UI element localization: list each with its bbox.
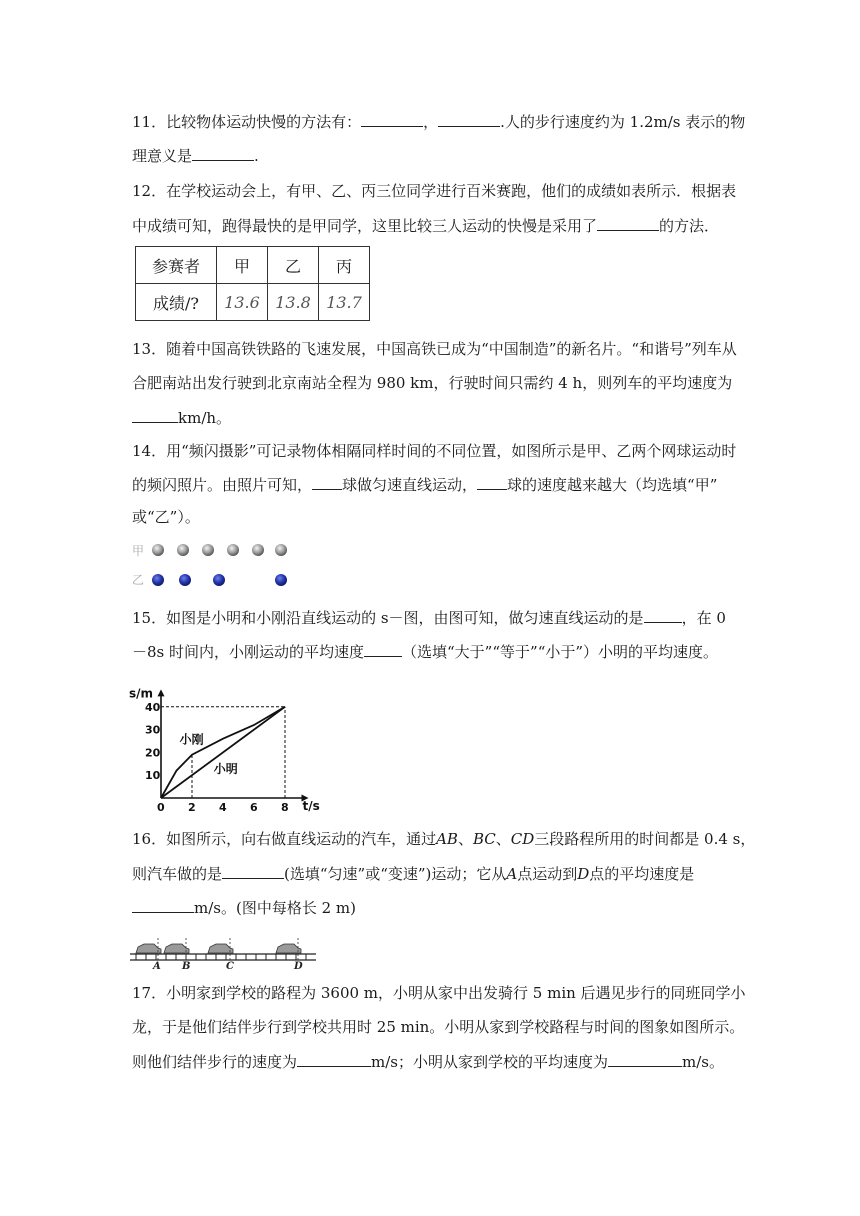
table-header-cell: 乙	[268, 247, 319, 284]
y-tick-label: 40	[145, 700, 161, 714]
q16-text: 三段路程所用的时间都是 0.4 s，	[534, 830, 756, 848]
ball-yi	[179, 574, 191, 586]
point-a: A	[506, 865, 518, 883]
q13-line-3	[132, 406, 231, 429]
table-header-cell: 参赛者	[136, 247, 217, 284]
q11-text: 理意义是	[132, 147, 193, 165]
segment-ab: AB	[436, 830, 458, 848]
q17-text: 则他们结伴步行的速度为	[132, 1053, 298, 1071]
q12-text: 中成绩可知，跑得最快的是甲同学，这里比较三人运动的快慢是采用了	[132, 217, 598, 235]
answer-blank[interactable]	[608, 1050, 682, 1067]
q16-text: 16．如图所示，向右做直线运动的汽车，通过	[132, 830, 437, 848]
q16-text: 点的平均速度是	[589, 865, 695, 883]
q16-text: 、	[495, 830, 511, 848]
ball-jia	[177, 544, 189, 556]
x-tick-label: 6	[250, 801, 258, 812]
table-row	[136, 284, 370, 321]
ball-jia	[252, 544, 264, 556]
q13-line-2: 合肥南站出发行驶到北京南站全程为 980 km，行驶时间只需约 4 h，则列车的平均速度为	[132, 374, 733, 392]
q15-text: （选填“大于”“等于”“小于”）小明的平均速度。	[402, 643, 719, 661]
q13-text: km/h。	[178, 409, 232, 427]
q17-line-2: 龙，于是他们结伴步行到学校共用时 25 min。小明从家到学校路程与时间的图象如图所示。	[132, 1018, 745, 1036]
q16-line-2	[132, 862, 694, 885]
car-positions	[136, 944, 301, 953]
q16-text: m/s。(图中每格长 2 m)	[194, 899, 356, 917]
q17-text: m/s；小明从家到学校的平均速度为	[371, 1053, 608, 1071]
ball-yi	[152, 574, 164, 586]
row-label-yi: 乙	[132, 573, 145, 587]
point-label-d: D	[294, 961, 303, 970]
q11-text: 11．比较物体运动快慢的方法有：	[132, 113, 362, 131]
answer-blank[interactable]	[297, 1050, 371, 1067]
q12-line-1: 12．在学校运动会上，有甲、乙、丙三位同学进行百米赛跑，他们的成绩如表所示．根据表	[132, 182, 737, 200]
q16-text: 、	[457, 830, 473, 848]
q17-line-1: 17．小明家到学校的路程为 3600 m，小明从家中出发骑行 5 min 后遇见步行的同班同学小	[132, 984, 746, 1002]
segment-cd: CD	[510, 830, 535, 848]
table-cell: 13.7	[319, 284, 370, 321]
x-axis-label: t/s	[302, 799, 320, 812]
q15-text: 15．如图是小明和小刚沿直线运动的 s－图，由图可知，做匀速直线运动的是	[132, 609, 644, 627]
x-tick-label: 2	[188, 801, 196, 812]
q17-line-3	[132, 1050, 724, 1073]
q11-line-2	[132, 144, 259, 167]
ball-jia	[275, 544, 287, 556]
answer-blank[interactable]	[597, 214, 659, 231]
q11-text: .	[254, 147, 259, 165]
strobe-photo-figure	[130, 538, 300, 590]
answer-blank[interactable]	[192, 144, 254, 161]
ball-jia	[227, 544, 239, 556]
point-label-a: A	[153, 961, 161, 970]
q14-text: 球的速度越来越大（均选填“甲”	[507, 476, 718, 494]
table-header-cell: 丙	[319, 247, 370, 284]
q16-line-3	[132, 896, 356, 919]
q14-text: 球做匀速直线运动，	[342, 476, 478, 494]
point-label-b: B	[182, 961, 191, 970]
answer-blank[interactable]	[644, 606, 682, 623]
q11-line-1	[132, 110, 745, 133]
q14-line-2	[132, 473, 717, 496]
x-tick-label: 8	[281, 801, 289, 812]
q15-text: －8s 时间内，小刚运动的平均速度	[132, 643, 365, 661]
q12-text: 的方法．	[659, 217, 720, 235]
q14-line-3: 或“乙”）。	[132, 508, 200, 526]
x-tick-label: 0	[157, 801, 165, 812]
q14-text: 的频闪照片。由照片可知，	[132, 476, 313, 494]
q15-line-2	[132, 640, 718, 663]
score-table	[135, 246, 370, 321]
s-t-graph	[125, 674, 325, 812]
ball-yi	[213, 574, 225, 586]
table-header-row	[136, 247, 370, 284]
series-line-xiaoming	[161, 707, 285, 798]
segment-bc: BC	[472, 830, 496, 848]
answer-blank[interactable]	[364, 640, 402, 657]
y-axis-label: s/m	[129, 686, 154, 701]
q12-line-2	[132, 214, 719, 237]
y-tick-label: 30	[145, 723, 161, 737]
q17-text: m/s。	[682, 1053, 724, 1071]
point-d: D	[577, 865, 590, 883]
y-tick-label: 20	[145, 746, 161, 760]
q11-text: ，	[423, 113, 439, 131]
q11-text: .人的步行速度约为 1.2m/s 表示的物	[500, 113, 746, 131]
answer-blank[interactable]	[477, 473, 507, 490]
table-cell: 13.6	[217, 284, 268, 321]
ball-jia	[202, 544, 214, 556]
y-tick-label: 10	[145, 769, 161, 783]
q15-text: ，在 0	[681, 609, 726, 627]
q14-line-1: 14．用“频闪摄影”可记录物体相隔同样时间的不同位置，如图所示是甲、乙两个网球运动时	[132, 442, 737, 460]
q13-line-1: 13．随着中国高铁铁路的飞速发展，中国高铁已成为“中国制造”的新名片。“和谐号”列车从	[132, 340, 737, 358]
ball-jia	[152, 544, 164, 556]
q16-text: 则汽车做的是	[132, 865, 223, 883]
ball-yi	[275, 574, 287, 586]
table-header-cell: 甲	[217, 247, 268, 284]
series-label-xiaoming: 小明	[213, 761, 238, 776]
point-label-c: C	[226, 961, 234, 970]
q16-text: 点运动到	[517, 865, 578, 883]
series-label-xiaogang: 小刚	[179, 732, 204, 747]
table-cell: 13.8	[268, 284, 319, 321]
x-tick-label: 4	[219, 801, 227, 812]
answer-blank[interactable]	[132, 406, 178, 423]
row-label-jia: 甲	[132, 544, 145, 558]
q15-line-1	[132, 606, 726, 629]
answer-blank[interactable]	[312, 473, 342, 490]
q16-line-1	[132, 828, 755, 850]
answer-blank[interactable]	[361, 110, 423, 127]
answer-blank[interactable]	[438, 110, 500, 127]
q16-text: (选填“匀速”或“变速”)运动；它从	[284, 865, 507, 883]
table-row-label: 成绩/?	[136, 284, 217, 321]
answer-blank[interactable]	[222, 862, 284, 879]
y-axis-arrow	[158, 689, 165, 696]
car-track-figure	[130, 932, 320, 970]
answer-blank[interactable]	[132, 896, 194, 913]
